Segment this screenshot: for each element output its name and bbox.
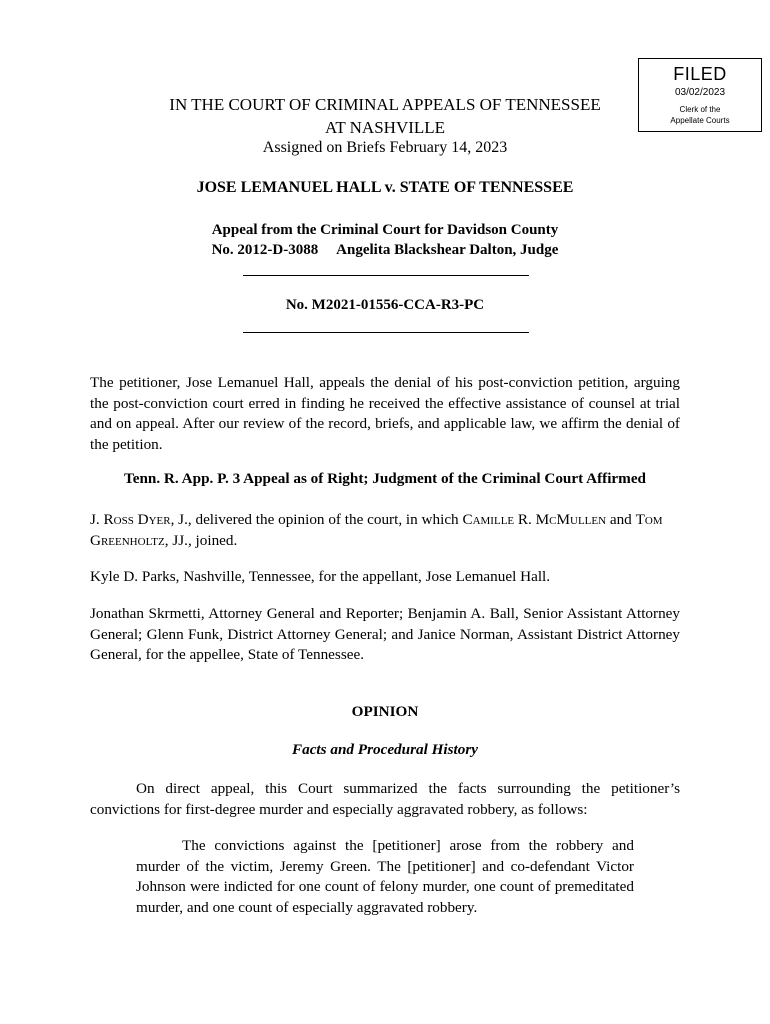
case-title: JOSE LEMANUEL HALL v. STATE OF TENNESSEE	[196, 179, 574, 196]
divider-top	[243, 275, 529, 276]
authorship-text3: , JJ., joined.	[164, 531, 238, 549]
stamp-filed-label: FILED	[673, 64, 727, 84]
divider-bottom	[243, 332, 529, 333]
block-quote: The convictions against the [petitioner] arose from the robbery and murder of the victim, Jeremy Green. The [petitioner] and co-defendant Victor Johnson were indicted for one count of felony murder, one count of premeditated murder, and one count of especially aggravated robbery.	[136, 837, 634, 916]
assigned-date: Assigned on Briefs February 14, 2023	[262, 139, 508, 156]
authoring-judge: J. Ross Dyer	[90, 511, 171, 528]
joining-judge-2: Tom Greenholtz	[90, 511, 663, 549]
appeal-info	[0, 220, 770, 260]
joining-judge-1: Camille R. McMullen	[462, 511, 607, 528]
authorship-text2: and	[606, 511, 636, 528]
holding: Tenn. R. App. P. 3 Appeal as of Right; Judgment of the Criminal Court Affirmed	[123, 470, 647, 487]
summary-paragraph: The petitioner, Jose Lemanuel Hall, appeals the denial of his post-conviction petition, arguing the post-conviction court erred in finding he received the effective assistance of counsel at trial and on appeal. After our review of the record, briefs, and applicable law, we affirm the denial of the petition.	[90, 374, 680, 453]
counsel-appellee: Jonathan Skrmetti, Attorney General and Reporter; Benjamin A. Ball, Senior Assistant Attorney General; Glenn Funk, District Attorney General; and Janice Norman, Assistant District Attorney General, for the appellee, State of Tennessee.	[90, 605, 680, 663]
authorship-text1: , J., delivered the opinion of the court, in which	[170, 511, 463, 528]
opinion-heading: OPINION	[351, 703, 419, 720]
appeal-line2: No. 2012-D-3088 Angelita Blackshear Dalton, Judge	[211, 242, 559, 258]
authorship	[90, 510, 680, 551]
appeal-line1: Appeal from the Criminal Court for Davidson County	[211, 222, 559, 238]
court-name	[80, 93, 690, 139]
counsel-appellant: Kyle D. Parks, Nashville, Tennessee, for the appellant, Jose Lemanuel Hall.	[90, 568, 551, 585]
facts-intro-paragraph: On direct appeal, this Court summarized the facts surrounding the petitioner’s convictions for first-degree murder and especially aggravated robbery, as follows:	[90, 780, 680, 818]
stamp-clerk-line2: Appellate Courts	[670, 116, 730, 125]
docket-number: No. M2021-01556-CCA-R3-PC	[285, 297, 485, 313]
facts-heading: Facts and Procedural History	[291, 741, 479, 758]
stamp-clerk-line1: Clerk of the	[679, 105, 721, 114]
stamp-date: 03/02/2023	[674, 87, 726, 98]
court-line2: AT NASHVILLE	[324, 118, 446, 137]
court-line1: IN THE COURT OF CRIMINAL APPEALS OF TENNESSEE	[169, 95, 601, 114]
